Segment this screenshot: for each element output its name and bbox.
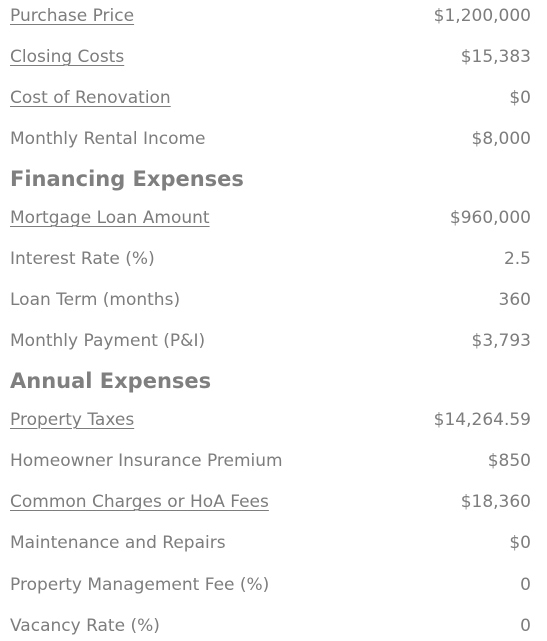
purchase-price-link[interactable]: Purchase Price	[10, 6, 135, 26]
hoa-fees-value: $18,360	[460, 492, 531, 512]
vacancy-rate-row	[10, 613, 531, 639]
renovation-cost-value: $0	[509, 88, 531, 108]
closing-costs-link[interactable]: Closing Costs	[10, 47, 125, 67]
loan-term-value: 360	[498, 290, 531, 310]
monthly-payment-row	[10, 328, 531, 354]
property-taxes-row	[10, 407, 531, 433]
insurance-value: $850	[487, 451, 531, 471]
hoa-fees-link[interactable]: Common Charges or HoA Fees	[10, 492, 269, 512]
loan-term-label: Loan Term (months)	[10, 290, 181, 310]
management-fee-row	[10, 572, 531, 598]
hoa-fees-row	[10, 489, 531, 515]
maintenance-label: Maintenance and Repairs	[10, 533, 226, 553]
annual-expenses-heading: Annual Expenses	[10, 369, 212, 393]
maintenance-row	[10, 530, 531, 556]
closing-costs-value: $15,383	[460, 47, 531, 67]
loan-amount-link[interactable]: Mortgage Loan Amount	[10, 208, 210, 228]
vacancy-rate-label: Vacancy Rate (%)	[10, 616, 160, 636]
loan-amount-value: $960,000	[449, 208, 531, 228]
rental-income-row	[10, 126, 531, 152]
maintenance-value: $0	[509, 533, 531, 553]
interest-rate-label: Interest Rate (%)	[10, 249, 155, 269]
purchase-price-value: $1,200,000	[433, 6, 531, 26]
property-taxes-value: $14,264.59	[433, 410, 531, 430]
purchase-price-row	[10, 3, 531, 29]
insurance-row	[10, 448, 531, 474]
monthly-payment-value: $3,793	[471, 331, 531, 351]
insurance-label: Homeowner Insurance Premium	[10, 451, 283, 471]
interest-rate-row	[10, 246, 531, 272]
interest-rate-value: 2.5	[503, 249, 531, 269]
monthly-payment-label: Monthly Payment (P&I)	[10, 331, 206, 351]
management-fee-value: 0	[520, 575, 531, 595]
renovation-cost-link[interactable]: Cost of Renovation	[10, 88, 171, 108]
rental-income-label: Monthly Rental Income	[10, 129, 206, 149]
vacancy-rate-value: 0	[520, 616, 531, 636]
renovation-cost-row	[10, 85, 531, 111]
management-fee-label: Property Management Fee (%)	[10, 575, 270, 595]
rental-income-value: $8,000	[471, 129, 531, 149]
property-taxes-link[interactable]: Property Taxes	[10, 410, 135, 430]
loan-term-row	[10, 287, 531, 313]
financing-expenses-heading: Financing Expenses	[10, 167, 244, 191]
loan-amount-row	[10, 205, 531, 231]
closing-costs-row	[10, 44, 531, 70]
